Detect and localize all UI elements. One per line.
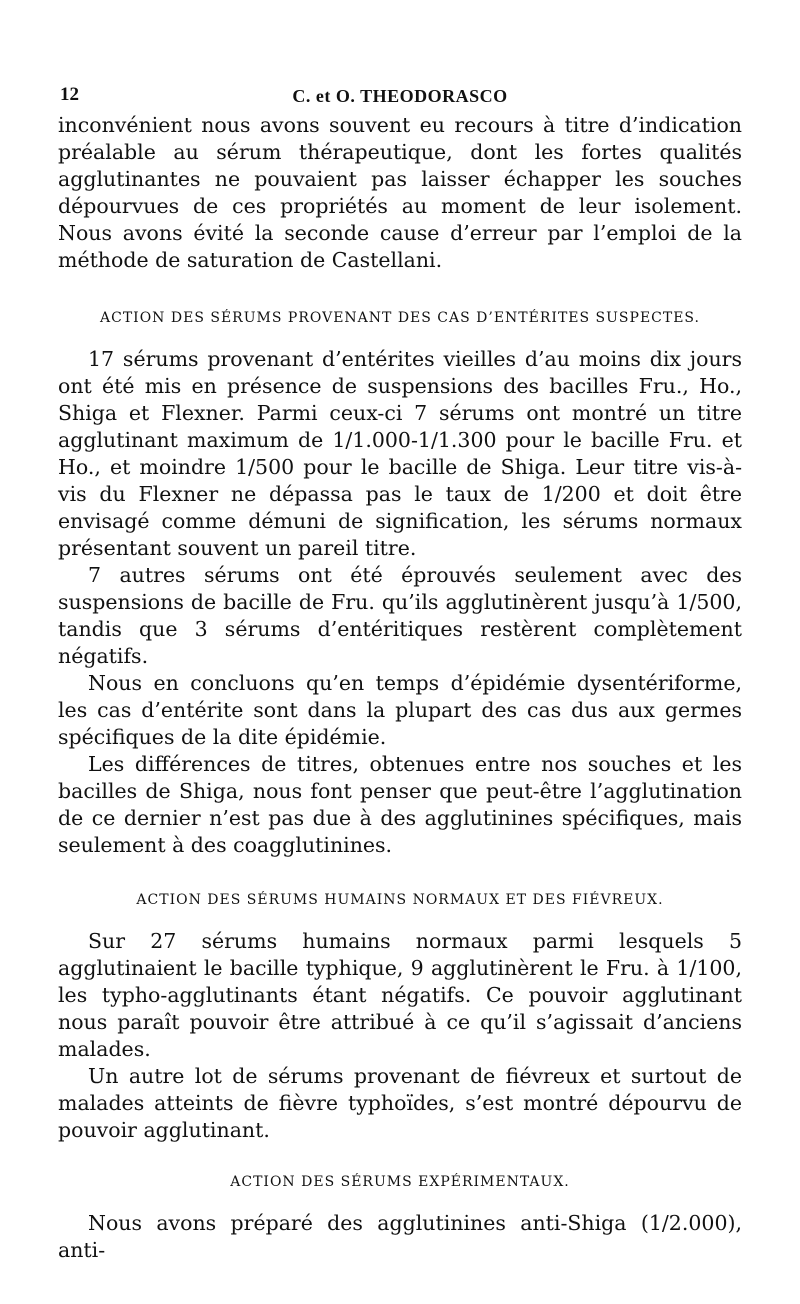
paragraph: Nous avons préparé des agglutinines anti-Shiga (1/2.000), anti- <box>58 1211 742 1262</box>
page <box>58 78 742 1264</box>
page-header <box>58 78 742 112</box>
paragraph: 17 sérums provenant d’entérites vieilles d’au moins dix jours ont été mis en présence de suspensions des bacilles Fru., Ho., Shiga et Flexner. Parmi ceux-ci 7 sérums ont montré un titre agglutinant maximum de 1/1.000-1/1.300 pour le bacille Fru. et Ho., et moindre 1/500 pour le bacille de Shiga. Leur titre vis-à-vis du Flexner ne dépassa pas le taux de 1/200 et doit être envisagé comme démuni de signification, les sérums normaux présentant souvent un pareil titre. <box>58 347 742 560</box>
section-heading-normaux: ACTION DES SÉRUMS HUMAINS NORMAUX ET DES FIÉVREUX. <box>136 892 664 908</box>
paragraph: 7 autres sérums ont été éprouvés seulement avec des suspensions de bacille de Fru. qu’ils agglutinèrent jusqu’à 1/500, tandis que 3 sérums d’entéritiques restèrent complètement négatifs. <box>58 563 742 668</box>
paragraph: Les différences de titres, obtenues entre nos souches et les bacilles de Shiga, nous font penser que peut-être l’agglutination de ce dernier n’est pas due à des agglutinines spécifiques, mais seulement à des coagglutinines. <box>58 752 742 857</box>
paragraph: Sur 27 sérums humains normaux parmi lesquels 5 agglutinaient le bacille typhique, 9 agglutinèrent le Fru. à 1/100, les typho-agglutinants étant négatifs. Ce pouvoir agglutinant nous paraît pouvoir être attribué à ce qu’il s’agissait d’anciens malades. <box>58 929 742 1061</box>
section-heading-enterites: ACTION DES SÉRUMS PROVENANT DES CAS D’ENTÉRITES SUSPECTES. <box>100 310 700 326</box>
running-head: C. et O. THEODORASCO <box>292 86 508 106</box>
section-heading-experimentaux: ACTION DES SÉRUMS EXPÉRIMENTAUX. <box>230 1174 570 1190</box>
paragraph-continued: inconvénient nous avons souvent eu recours à titre d’indication préalable au sérum thérapeutique, dont les fortes qualités agglutinantes ne pouvaient pas laisser échapper les souches dépourvues de ces propriétés au moment de leur isolement. Nous avons évité la seconde cause d’erreur par l’emploi de la méthode de saturation de Castellani. <box>58 113 742 272</box>
paragraph: Nous en concluons qu’en temps d’épidémie dysentériforme, les cas d’entérite sont dans la plupart des cas dus aux germes spécifiques de la dite épidémie. <box>58 671 742 749</box>
page-number: 12 <box>60 84 79 105</box>
paragraph: Un autre lot de sérums provenant de fiévreux et surtout de malades atteints de fièvre typhoïdes, s’est montré dépourvu de pouvoir agglutinant. <box>58 1064 742 1142</box>
